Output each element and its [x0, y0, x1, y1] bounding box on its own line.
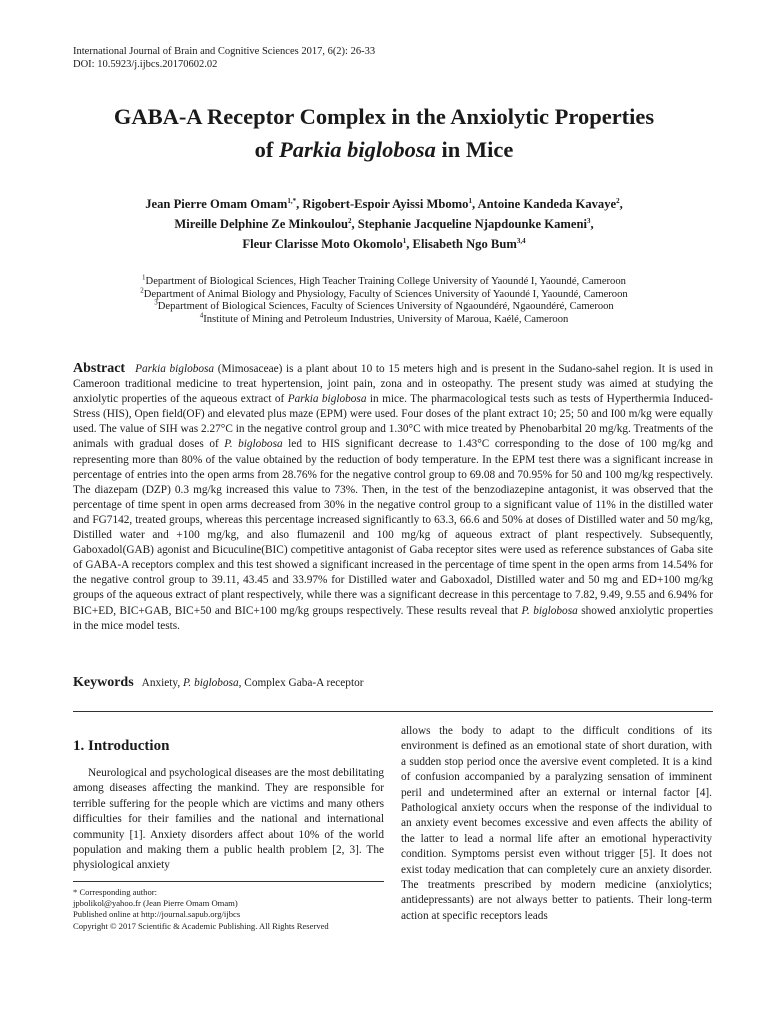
affiliation-text: Institute of Mining and Petroleum Industries, University of Maroua, Kaélé, Cameroon	[203, 313, 569, 325]
affiliation-text: Department of Biological Sciences, Faculty of Sciences University of Ngaoundéré, Ngaoundéré, Cameroon	[157, 301, 614, 313]
title-species: Parkia biglobosa	[279, 137, 436, 162]
paper-title	[50, 100, 718, 166]
author-affil-sup: 1	[468, 196, 472, 205]
author-affil-sup: 3	[586, 216, 591, 225]
author-name: Rigobert-Espoir Ayissi Mbomo	[302, 197, 469, 211]
footnote-published: Published online at http://journal.sapub.org/ijbcs	[73, 909, 241, 920]
keywords-heading: Keywords	[73, 675, 134, 690]
author-name: Stephanie Jacqueline Njapdounke Kameni	[357, 217, 587, 231]
affiliation-2	[70, 286, 698, 302]
author-name: Antoine Kandeda Kavaye	[477, 197, 617, 211]
author-name: Jean Pierre Omam Omam	[145, 197, 288, 211]
author-name: Elisabeth Ngo Bum	[412, 237, 517, 251]
footnote-copyright: Copyright © 2017 Scientific & Academic Publishing. All Rights Reserved	[73, 920, 329, 931]
affiliation-sup: 1	[142, 273, 146, 282]
affiliation-text: Department of Animal Biology and Physiology, Faculty of Sciences University of Yaoundé I, Yaoundé, Cameroon	[143, 288, 628, 300]
keyword-text: Anxiety,	[141, 677, 183, 689]
affiliations	[70, 273, 698, 326]
author-name: Fleur Clarisse Moto Okomolo	[242, 237, 403, 251]
keyword-text: , Complex Gaba-A receptor	[238, 677, 364, 689]
footnotes	[73, 887, 329, 932]
keyword-species: P. biglobosa	[182, 677, 239, 689]
affiliation-sup: 4	[199, 311, 204, 320]
title-prefix: of	[254, 137, 279, 162]
abstract-species: Parkia biglobosa	[135, 363, 215, 375]
footnote-divider	[73, 881, 384, 882]
author-affil-sup: 2	[348, 216, 352, 225]
affiliation-1	[70, 273, 698, 289]
author-line-3: Fleur Clarisse Moto Okomolo$^1$, Elisabeth Ngo Bum$^{3,4}$	[242, 236, 526, 251]
author-affil-sup: 1	[402, 236, 407, 245]
abstract-text: (Mimosaceae) is a plant about 10 to 15 meters high and is present in the Sudano-sahel region. It is used in Cameroon traditional medicine to treat hypertension, joint pain, zona and in osteopathy. The present study was aimed at studying the anxiolytic properties of the aqueous extract of	[73, 363, 714, 406]
affiliation-4	[70, 311, 698, 327]
footnote-email: jpbolikol@yahoo.fr (Jean Pierre Omam Omam)	[73, 898, 238, 909]
journal-header	[73, 45, 375, 71]
abstract-species: Parkia biglobosa	[287, 393, 367, 406]
title-line-1: GABA-A Receptor Complex in the Anxiolytic Properties	[113, 104, 655, 129]
title-line-2	[50, 133, 718, 166]
author-list	[70, 194, 698, 254]
author-affil-sup: 3,4	[516, 236, 526, 245]
abstract-text: showed anxiolytic properties in the mice model tests.	[73, 604, 713, 632]
doi: DOI: 10.5923/j.ijbcs.20170602.02	[73, 59, 218, 70]
author-name: Mireille Delphine Ze Minkoulou	[174, 217, 348, 231]
abstract-species: P. biglobosa	[521, 604, 578, 617]
keywords	[73, 675, 713, 691]
journal-citation: International Journal of Brain and Cognitive Sciences 2017, 6(2): 26-33	[73, 46, 376, 57]
abstract-species: P. biglobosa	[224, 438, 283, 451]
author-line-1: Jean Pierre Omam Omam$^{1,*}$, Rigobert-Espoir Ayissi Mbomo$^1$, Antoine Kandeda Kavaye$^2$,	[145, 196, 623, 211]
intro-right-column: allows the body to adapt to the difficult conditions of its environment is defined as an emotional state of short duration, with a sudden stop period once the aversive event completed. It is a kind of confusion accompanied by a paralyzing sensation of imminent peril and undetermined after an external or internal factor [4]. Pathological anxiety occurs when the response of the individual to an anxiety event becomes excessive and even affects the ability of the latter to lead a normal life after an emotional hyperactivity condition. Symptoms persist even without trigger [5]. It does not exist today medication that can completely cure an anxiety disorder. The treatments prescribed by modern medicine (anxiolytics; antidepressants) are not always better to patients. Their long-term action at specific receptors leads	[401, 725, 712, 922]
affiliation-sup: 3	[154, 298, 158, 307]
intro-left-column: Neurological and psychological diseases are the most debilitating among diseases affecting the mankind. They are responsible for terrible suffering for the people which are victims and many others difficulties for their families and the national and international community [1]. Anxiety disorders affect about 10% of the world population and making them a public health problem [2, 3]. The physiological anxiety	[73, 767, 384, 872]
affiliation-3	[70, 298, 698, 314]
abstract-heading: Abstract	[73, 361, 126, 376]
abstract	[73, 361, 713, 634]
footnote-corresponding: * Corresponding author:	[73, 887, 158, 897]
title-suffix: in Mice	[435, 137, 514, 162]
affiliation-text: Department of Biological Sciences, High Teacher Training College University of Yaoundé I, Yaoundé, Cameroon	[145, 276, 626, 287]
section-divider	[73, 711, 713, 712]
abstract-text: in mice. The pharmacological tests such as tests of Hyperthermia Induced-Stress (HIS), Open field(OF) and elevated plus maze (EPM) were used. Four doses of the plant extract 10; 25; 50 and I00 m/kg were equally used. The value of SIH was 2.27°C in the negative control group and 1.30°C with mice treated by Phenobarbital 20 mg/kg. Treatments of the animals with gradual doses of	[73, 393, 713, 451]
author-affil-sup: 2	[616, 196, 620, 205]
abstract-text: led to HIS significant decrease to 1.43°C corresponding to the dose of 100 mg/kg and representing more than 80% of the value obtained by the reduction of body temperature. In the EPM test there was a significant increase in percentage of entries into the open arms from 28.76% for the negative control group to 69.08 and 70.95% for 50 and 100 mg/kg respectively. The diazepam (DZP) 0.3 mg/kg increased this value to 73%. Then, in the test of the benzodiazepine antagonist, it was observed that the percentage of time spent in open arms decreased from 30% in the negative control group to a significant value of 11% in the distilled water and FG7142, treated groups, whereas this percentage increased significantly to 63.3, 66.6 and 50% at doses of Distilled water and 50 mg/kg, Distilled water and +100 mg/kg, and also flumazenil and 100 mg/kg of aqueous extract of plant respectively. Subsequently, Gaboxadol(GAB) agonist and Bicuculine(BIC) competitive antagonist of Gaba receptor sites were used as reference substances of Gaba site of GABA-A receptors complex and this test showed a significant increased in the percentage of time spent in the open arms from 14.54% for the negative control group to 39.11, 43.45 and 33.97% for Distilled water and Gaboxadol, Distilled water and 50 mg and ED+100 mg/kg groups of the aqueous extract of plant respectively, while there was a significant decrease in this percentage to 7.82, 9.49, 9.55 and 6.94% for BIC+ED, BIC+GAB, BIC+50 and BIC+100 mg/kg groups respectively. These results reveal that	[73, 438, 713, 617]
author-line-2: Mireille Delphine Ze Minkoulou$^2$, Stephanie Jacqueline Njapdounke Kameni$^3$,	[174, 216, 594, 231]
affiliation-sup: 2	[140, 286, 144, 295]
section-heading-introduction: 1. Introduction	[73, 738, 170, 754]
author-affil-sup: 1,*	[287, 196, 297, 205]
